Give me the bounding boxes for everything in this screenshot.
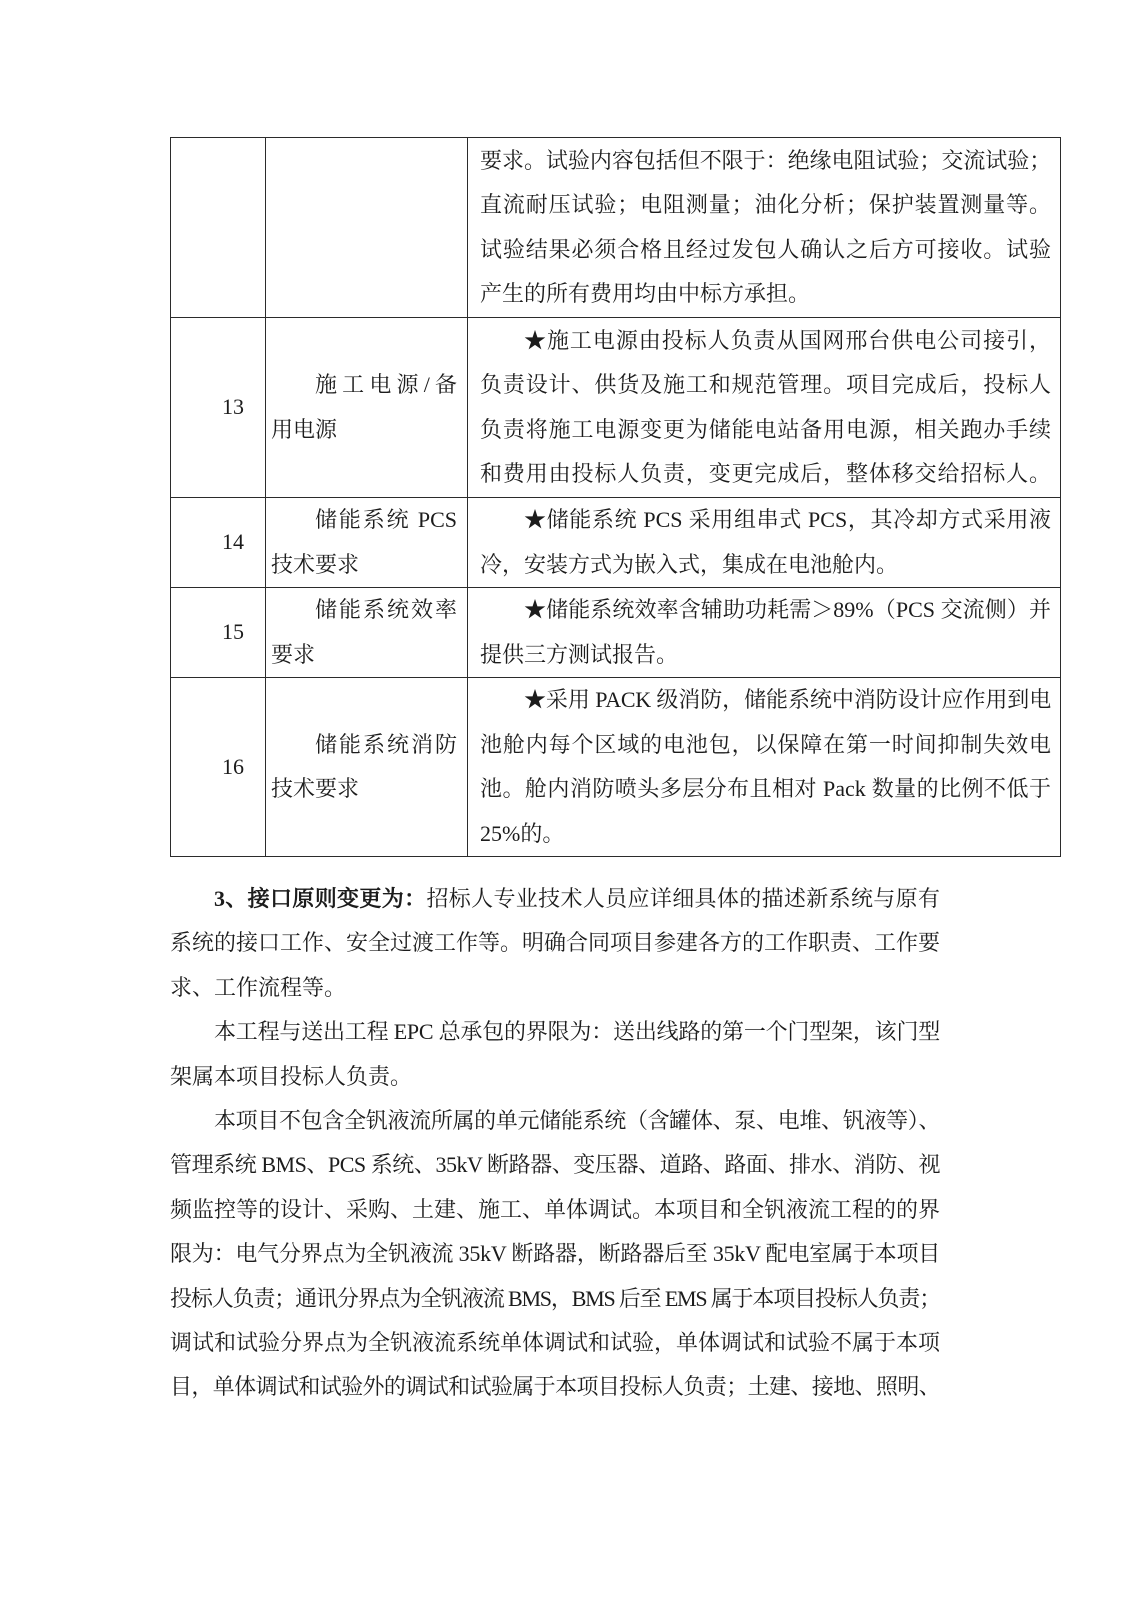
content-line: 25%的。	[480, 820, 565, 846]
content-line: 负责设计、供货及施工和规范管理。项目完成后，投标人	[480, 372, 1051, 397]
paragraph-line: 调试和试验分界点为全钒液流系统单体调试和试验，单体调试和试验不属于本项	[170, 1330, 941, 1356]
row-number-cell	[171, 498, 266, 588]
paragraph-line: 求、工作流程等。	[170, 974, 347, 1000]
content-line: 要求。试验内容包括但不限于：绝缘电阻试验；交流试验；	[480, 147, 1051, 173]
row-number-cell	[171, 138, 266, 318]
item-cell	[266, 678, 468, 857]
item-line: 技术要求	[271, 551, 360, 577]
content-line: ★施工电源由投标人负责从国网邢台供电公司接引，	[524, 327, 1051, 353]
content-cell	[468, 678, 1061, 857]
paragraph-line: 系统的接口工作、安全过渡工作等。明确合同项目参建各方的工作职责、工作要	[170, 930, 941, 956]
content-cell	[468, 318, 1061, 498]
content-line: 和费用由投标人负责，变更完成后，整体移交给招标人。	[480, 461, 1051, 486]
content-line: ★采用 PACK 级消防，储能系统中消防设计应作用到电	[524, 687, 1051, 712]
row-number: 15	[222, 619, 244, 645]
table-row	[171, 498, 1061, 588]
paragraph-epc-boundary	[170, 1010, 940, 1099]
content-line: 提供三方测试报告。	[480, 641, 679, 667]
content-cell	[468, 138, 1061, 318]
content-line: 直流耐压试验；电阻测量；油化分析；保护装置测量等。	[480, 192, 1051, 217]
table-row	[171, 678, 1061, 857]
row-number-cell	[171, 588, 266, 678]
item-line: 储能系统消防	[315, 731, 457, 757]
content-line: ★储能系统 PCS 采用组串式 PCS，其冷却方式采用液	[524, 507, 1051, 532]
content-line: 池。舱内消防喷头多层分布且相对 Pack 数量的比例不低于	[480, 776, 1051, 801]
row-number: 14	[222, 529, 244, 555]
item-cell	[266, 498, 468, 588]
row-number: 16	[222, 753, 244, 779]
table-row	[171, 588, 1061, 678]
item-cell	[266, 318, 468, 498]
body-text	[170, 877, 940, 1410]
paragraph-text: 招标人专业技术人员应详细具体的描述新系统与原有	[426, 886, 940, 911]
paragraph-line: 本工程与送出工程 EPC 总承包的界限为：送出线路的第一个门型架，该门型	[214, 1019, 940, 1045]
content-line: ★储能系统效率含辅助功耗需＞89%（PCS 交流侧）并	[524, 597, 1051, 622]
paragraph-interface-principle	[170, 877, 940, 1010]
content-line: 试验结果必须合格且经过发包人确认之后方可接收。试验	[480, 236, 1051, 262]
item-line: 储能系统 PCS	[315, 507, 457, 532]
paragraph-line	[170, 877, 940, 921]
item-line: 施工电源/备	[315, 372, 457, 397]
paragraph-line: 架属本项目投标人负责。	[170, 1063, 413, 1089]
item-cell	[266, 588, 468, 678]
paragraph-line: 本项目不包含全钒液流所属的单元储能系统（含罐体、泵、电堆、钒液等）、	[214, 1108, 940, 1134]
paragraph-line: 管理系统 BMS、PCS 系统、35kV 断路器、变压器、道路、路面、排水、消防、视	[170, 1152, 940, 1178]
item-cell	[266, 138, 468, 318]
section-heading: 3、接口原则变更为：	[214, 886, 427, 911]
content-line: 池舱内每个区域的电池包，以保障在第一时间抑制失效电	[480, 731, 1051, 757]
content-line: 冷，安装方式为嵌入式，集成在电池舱内。	[480, 551, 899, 577]
content-cell	[468, 588, 1061, 678]
item-line: 技术要求	[271, 776, 360, 801]
item-line: 用电源	[271, 416, 338, 442]
item-line: 要求	[271, 641, 316, 667]
spec-table	[170, 137, 1061, 857]
row-number-cell	[171, 678, 266, 857]
paragraph-line: 限为：电气分界点为全钒液流 35kV 断路器，断路器后至 35kV 配电室属于本项目	[170, 1241, 940, 1267]
paragraph-line: 目，单体调试和试验外的调试和试验属于本项目投标人负责；土建、接地、照明、	[170, 1374, 940, 1400]
paragraph-scope-exclusion	[170, 1099, 940, 1410]
row-number-cell	[171, 318, 266, 498]
row-number: 13	[222, 394, 244, 420]
content-line: 负责将施工电源变更为储能电站备用电源，相关跑办手续	[480, 416, 1051, 442]
content-cell	[468, 498, 1061, 588]
content-line: 产生的所有费用均由中标方承担。	[480, 281, 811, 306]
paragraph-line: 频监控等的设计、采购、土建、施工、单体调试。本项目和全钒液流工程的的界	[170, 1196, 941, 1222]
table-row	[171, 138, 1061, 318]
table-row	[171, 318, 1061, 498]
paragraph-line: 投标人负责；通讯分界点为全钒液流 BMS，BMS 后至 EMS 属于本项目投标人负责；	[170, 1285, 940, 1311]
item-line: 储能系统效率	[315, 597, 457, 622]
